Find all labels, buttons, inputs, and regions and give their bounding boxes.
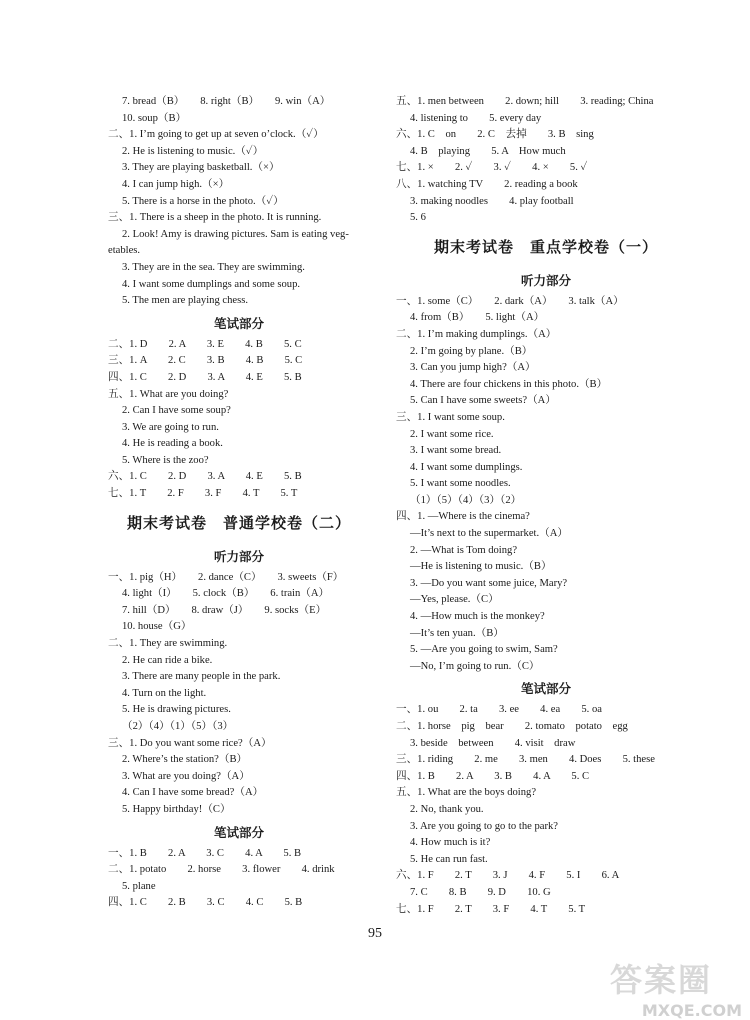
answer-line: 7. bread（B） 8. right（B） 9. win（A） — [122, 96, 331, 107]
answer-line: 5. He is drawing pictures. — [122, 704, 231, 716]
answer-line: （2）（4）（1）（5）（3） — [122, 721, 234, 732]
answer-line: 10. house（G） — [122, 621, 192, 633]
answer-line: 六、1. F 2. T 3. J 4. F 5. I 6. A — [396, 870, 620, 882]
answer-line: 10. soup（B） — [122, 112, 187, 124]
answer-line: 5. Where is the zoo? — [122, 454, 209, 466]
answer-line: 5. 6 — [410, 212, 426, 224]
answer-line: 六、1. C on 2. C 去掉 3. B sing — [396, 129, 594, 141]
answer-line: 3. They are playing basketball.（×） — [122, 162, 280, 174]
answer-line: 4. I want some dumplings. — [410, 461, 523, 473]
answer-line: 5. I want some noodles. — [410, 478, 511, 490]
answer-line: —It’s ten yuan.（B） — [410, 627, 504, 639]
answer-line: —No, I’m going to run.（C） — [410, 660, 540, 672]
answer-line: 3. They are in the sea. They are swimming. — [122, 261, 305, 273]
answer-line: 5. He can run fast. — [410, 853, 488, 865]
answer-line: 4. from（B） 5. light（A） — [410, 312, 545, 324]
watermark-logo — [610, 955, 742, 1020]
answer-line: —It’s next to the supermarket.（A） — [410, 528, 568, 540]
watermark-url: MXQE.COM — [641, 1001, 742, 1020]
answer-line: 八、1. watching TV 2. reading a book — [396, 178, 578, 190]
answer-line: 7. hill（D） 8. draw（J） 9. socks（E） — [122, 604, 327, 616]
answer-line: 3. What are you doing?（A） — [122, 770, 250, 782]
section-title: 期末考试卷 普通学校卷（二） — [126, 513, 351, 532]
section-heading: 笔试部分 — [213, 315, 264, 331]
answer-line: 2. Where’s the station?（B） — [122, 754, 248, 766]
section-heading: 笔试部分 — [213, 824, 264, 840]
answer-line: 5. There is a horse in the photo.（✓） — [122, 195, 284, 207]
answer-line: 7. C 8. B 9. D 10. G — [410, 886, 551, 898]
answer-line: 2. He is listening to music.（✓） — [122, 145, 264, 157]
answer-line: 5. Happy birthday!（C） — [122, 803, 231, 815]
answer-line: 二、1. horse pig bear 2. tomato potato egg — [396, 721, 628, 732]
answer-line: 一、1. ou 2. ta 3. ee 4. ea 5. oa — [396, 704, 602, 716]
answer-line: 三、1. riding 2. me 3. men 4. Does 5. these — [396, 754, 655, 766]
answer-line: 3. making noodles 4. play football — [410, 195, 574, 207]
answer-line: 五、1. What are the boys doing? — [396, 787, 537, 799]
answer-line: 七、1. × 2. ✓ 3. ✓ 4. × 5. ✓ — [396, 162, 588, 174]
answer-line: 3. Can you jump high?（A） — [410, 362, 536, 374]
right-column — [396, 94, 696, 918]
answer-line: 三、1. There is a sheep in the photo. It is running. — [108, 212, 322, 224]
answer-line: 一、1. some（C） 2. dark（A） 3. talk（A） — [396, 295, 624, 307]
answer-line: 四、1. —Where is the cinema? — [396, 511, 530, 523]
answer-line: 二、1. I’m making dumplings.（A） — [396, 328, 557, 340]
answer-line: 七、1. F 2. T 3. F 4. T 5. T — [396, 903, 586, 915]
answer-line: 4. He is reading a book. — [122, 438, 223, 450]
answer-line: 3. Are you going to go to the park? — [410, 820, 558, 832]
answer-line: 二、1. They are swimming. — [108, 638, 228, 650]
answer-line: 六、1. C 2. D 3. A 4. E 5. B — [108, 471, 302, 483]
answer-line: 三、1. A 2. C 3. B 4. B 5. C — [108, 355, 303, 367]
answer-line: 3. beside between 4. visit draw — [410, 737, 576, 749]
answer-line: 5. The men are playing chess. — [122, 295, 249, 307]
answer-line: 四、1. C 2. B 3. C 4. C 5. B — [108, 897, 303, 909]
page-number: 95 — [368, 926, 382, 941]
answer-line: —He is listening to music.（B） — [410, 561, 552, 573]
answer-line: 2. No, thank you. — [410, 803, 484, 815]
answer-line: 七、1. T 2. F 3. F 4. T 5. T — [108, 488, 298, 500]
left-column — [108, 94, 370, 912]
answer-line: 4. There are four chickens in this photo.（B） — [410, 378, 608, 390]
answer-line: 二、1. I’m going to get up at seven o’clock.（✓） — [108, 129, 324, 141]
answer-line: 2. Can I have some soup? — [122, 405, 231, 417]
answer-line: 3. There are many people in the park. — [122, 671, 281, 683]
answer-line: 4. How much is it? — [410, 837, 491, 849]
answer-line: 4. I want some dumplings and some soup. — [122, 278, 301, 290]
answer-line: 2. Look! Amy is drawing pictures. Sam is eating veg- — [122, 228, 349, 240]
answer-line: 4. I can jump high.（×） — [122, 178, 230, 190]
answer-line: 2. I’m going by plane.（B） — [410, 345, 533, 357]
answer-line: etables. — [108, 245, 141, 257]
answer-line: 4. Can I have some bread?（A） — [122, 787, 264, 799]
answer-line: 四、1. C 2. D 3. A 4. E 5. B — [108, 371, 302, 383]
answer-line: 2. I want some rice. — [410, 428, 494, 440]
answer-line: 2. —What is Tom doing? — [410, 544, 518, 556]
answer-line: 5. Can I have some sweets?（A） — [410, 395, 556, 407]
answer-line: 4. B playing 5. A How much — [410, 145, 566, 157]
answer-line: 4. —How much is the monkey? — [410, 611, 545, 623]
answer-line: 2. He can ride a bike. — [122, 654, 213, 666]
section-title: 期末考试卷 重点学校卷（一） — [433, 237, 658, 256]
answer-line: 四、1. B 2. A 3. B 4. A 5. C — [396, 770, 590, 782]
answer-line: 5. plane — [122, 880, 156, 892]
answer-line: 一、1. B 2. A 3. C 4. A 5. B — [108, 847, 302, 859]
answer-line: 4. listening to 5. every day — [410, 112, 542, 124]
answer-line: 3. We are going to run. — [122, 421, 219, 433]
watermark-main: 答案圈 — [610, 961, 713, 999]
answer-line: 3. I want some bread. — [410, 445, 502, 457]
answer-line: 3. —Do you want some juice, Mary? — [410, 577, 568, 589]
answer-line: 一、1. pig（H） 2. dance（C） 3. sweets（F） — [108, 571, 344, 583]
answer-line: 4. Turn on the light. — [122, 687, 207, 699]
answer-line: （1）（5）（4）（3）（2） — [410, 494, 522, 506]
answer-line: 三、1. I want some soup. — [396, 411, 505, 423]
answer-line: 5. —Are you going to swim, Sam? — [410, 644, 558, 656]
section-heading: 笔试部分 — [520, 681, 571, 697]
section-heading: 听力部分 — [213, 548, 264, 564]
answer-line: —Yes, please.（C） — [410, 594, 499, 606]
answer-line: 五、1. What are you doing? — [108, 388, 229, 400]
section-heading: 听力部分 — [520, 272, 571, 288]
answer-line: 4. light（I） 5. clock（B） 6. train（A） — [122, 588, 330, 600]
answer-line: 二、1. D 2. A 3. E 4. B 5. C — [108, 338, 302, 350]
answer-line: 三、1. Do you want some rice?（A） — [108, 737, 272, 749]
answer-line: 二、1. potato 2. horse 3. flower 4. drink — [108, 864, 335, 876]
answer-line: 五、1. men between 2. down; hill 3. reading; China — [396, 96, 654, 107]
